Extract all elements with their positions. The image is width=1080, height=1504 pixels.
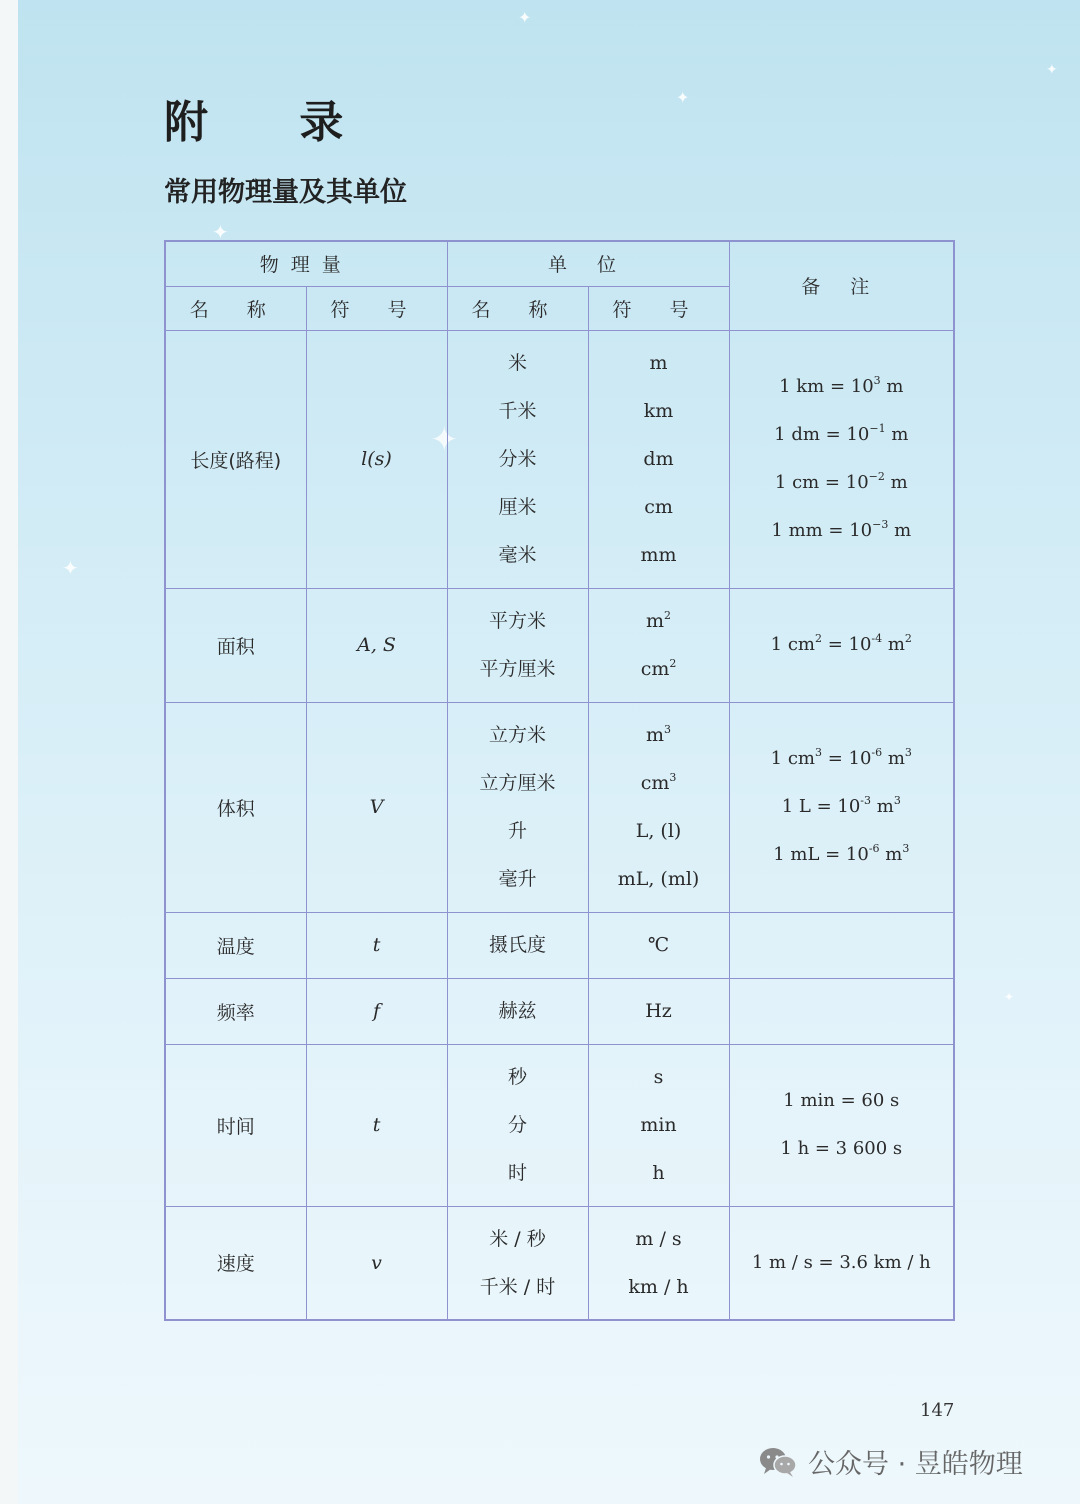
unit-symbol: Hz — [645, 1000, 672, 1022]
unit-name: 分 — [508, 1114, 528, 1136]
unit-symbol: mm — [640, 544, 677, 566]
unit-name: 毫升 — [498, 868, 537, 890]
unit-symbol: ℃ — [647, 934, 670, 956]
note-line: 1 h = 3 600 s — [780, 1138, 903, 1159]
sparkle-icon: ✦ — [676, 88, 690, 107]
unit-name: 立方厘米 — [479, 772, 556, 794]
header-quantity: 物理量 — [165, 241, 447, 286]
note-line: 1 $cm^2 = 10^{-4}$ $m^2$ — [770, 632, 912, 655]
unit-name: 千米 / 时 — [479, 1275, 556, 1298]
unit-name: 毫米 — [498, 544, 537, 566]
quantity-name: 时间 — [165, 1044, 306, 1206]
note — [729, 330, 954, 588]
header-unit-symbol: 符 号 — [588, 286, 729, 330]
note — [729, 1044, 954, 1206]
unit-symbol: $m^2$ — [646, 609, 672, 632]
sparkle-icon: ✦ — [62, 556, 79, 580]
header-quantity-symbol: 符 号 — [306, 286, 447, 330]
note-line: 1 $L = 10^{-3}$ $m^3$ — [781, 794, 901, 817]
sparkle-icon: ✦ — [518, 8, 532, 27]
quantity-symbol: A, S — [306, 588, 447, 702]
unit-symbol: h — [652, 1162, 665, 1184]
page-title: 附 录 — [164, 97, 382, 148]
unit-symbol: km / h — [628, 1275, 689, 1298]
unit-name: 厘米 — [498, 496, 537, 518]
unit-names — [447, 1206, 588, 1320]
note-line: 1 cm = $10^{-2}$ m — [774, 470, 908, 493]
unit-symbol: m / s — [635, 1227, 682, 1250]
table-row — [165, 330, 954, 588]
header-unit-name: 名 称 — [447, 286, 588, 330]
unit-symbols — [588, 912, 729, 978]
unit-name: 升 — [508, 820, 528, 842]
unit-name: 立方米 — [489, 724, 547, 746]
quantity-symbol: t — [306, 1044, 447, 1206]
page-edge — [0, 0, 18, 1504]
quantity-symbol: l(s) — [306, 330, 447, 588]
note-line: 1 m / s = 3.6 km / h — [751, 1251, 931, 1273]
unit-symbol: s — [653, 1066, 664, 1088]
table-row — [165, 978, 954, 1044]
unit-name: 米 / 秒 — [489, 1227, 546, 1250]
unit-symbols — [588, 702, 729, 912]
note — [729, 588, 954, 702]
page-number: 147 — [920, 1400, 955, 1421]
watermark — [758, 1442, 1023, 1481]
unit-name: 米 — [508, 352, 528, 374]
note-line: 1 mL = $10^{-6}$ $m^3$ — [773, 842, 910, 865]
note-line: 1 dm = $10^{-1}$ m — [774, 422, 909, 445]
quantity-symbol: t — [306, 912, 447, 978]
unit-symbol: $cm^2$ — [640, 657, 677, 680]
note — [729, 1206, 954, 1320]
table-row — [165, 588, 954, 702]
unit-name: 摄氏度 — [489, 934, 547, 956]
unit-names — [447, 702, 588, 912]
unit-name: 分米 — [498, 448, 537, 470]
unit-symbols — [588, 1206, 729, 1320]
unit-name: 平方米 — [489, 610, 547, 632]
unit-symbols — [588, 1044, 729, 1206]
unit-name: 平方厘米 — [479, 658, 556, 680]
unit-symbol: min — [640, 1114, 677, 1136]
table-row — [165, 702, 954, 912]
table-row — [165, 912, 954, 978]
unit-symbol: km — [643, 400, 674, 422]
note — [729, 978, 954, 1044]
unit-name: 秒 — [508, 1066, 528, 1088]
quantity-name: 面积 — [165, 588, 306, 702]
unit-name: 赫兹 — [498, 1000, 537, 1022]
unit-names — [447, 912, 588, 978]
sparkle-icon: ✦ — [430, 420, 459, 460]
unit-symbols — [588, 330, 729, 588]
note-line: 1 km = $10^3$ m — [779, 374, 904, 397]
quantity-symbol: f — [306, 978, 447, 1044]
unit-name: 千米 — [498, 400, 537, 422]
unit-symbols — [588, 978, 729, 1044]
table-row — [165, 1044, 954, 1206]
sparkle-icon: ✦ — [1004, 990, 1015, 1004]
quantity-name: 速度 — [165, 1206, 306, 1320]
unit-names — [447, 978, 588, 1044]
header-quantity-name: 名 称 — [165, 286, 306, 330]
section-title: 常用物理量及其单位 — [164, 177, 407, 208]
unit-names — [447, 588, 588, 702]
unit-name: 时 — [508, 1162, 528, 1184]
unit-symbol: $cm^3$ — [640, 771, 677, 794]
wechat-icon — [758, 1446, 798, 1478]
unit-names — [447, 1044, 588, 1206]
unit-symbol: m — [649, 352, 668, 374]
unit-symbol: dm — [643, 448, 674, 470]
quantity-name: 频率 — [165, 978, 306, 1044]
quantity-symbol: v — [306, 1206, 447, 1320]
unit-symbol: mL, (ml) — [617, 868, 700, 890]
watermark-text: 公众号 · 昱皓物理 — [808, 1449, 1023, 1480]
quantity-name: 体积 — [165, 702, 306, 912]
unit-symbol: $m^3$ — [646, 723, 672, 746]
table-row — [165, 1206, 954, 1320]
unit-symbols — [588, 588, 729, 702]
unit-symbol: cm — [644, 496, 673, 518]
note-line: 1 mm = $10^{-3}$ m — [771, 518, 912, 541]
note — [729, 702, 954, 912]
sparkle-icon: ✦ — [1046, 62, 1058, 78]
quantity-symbol: V — [306, 702, 447, 912]
sparkle-icon: ✦ — [212, 220, 229, 244]
note-line: 1 min = 60 s — [783, 1090, 900, 1111]
header-unit: 单 位 — [447, 241, 729, 286]
quantity-name: 温度 — [165, 912, 306, 978]
units-table — [164, 240, 955, 1321]
quantity-name: 长度(路程) — [165, 330, 306, 588]
note — [729, 912, 954, 978]
unit-symbol: L, (l) — [635, 820, 682, 842]
note-line: 1 $cm^3 = 10^{-6}$ $m^3$ — [770, 746, 912, 769]
header-note: 备 注 — [729, 241, 954, 330]
unit-names — [447, 330, 588, 588]
